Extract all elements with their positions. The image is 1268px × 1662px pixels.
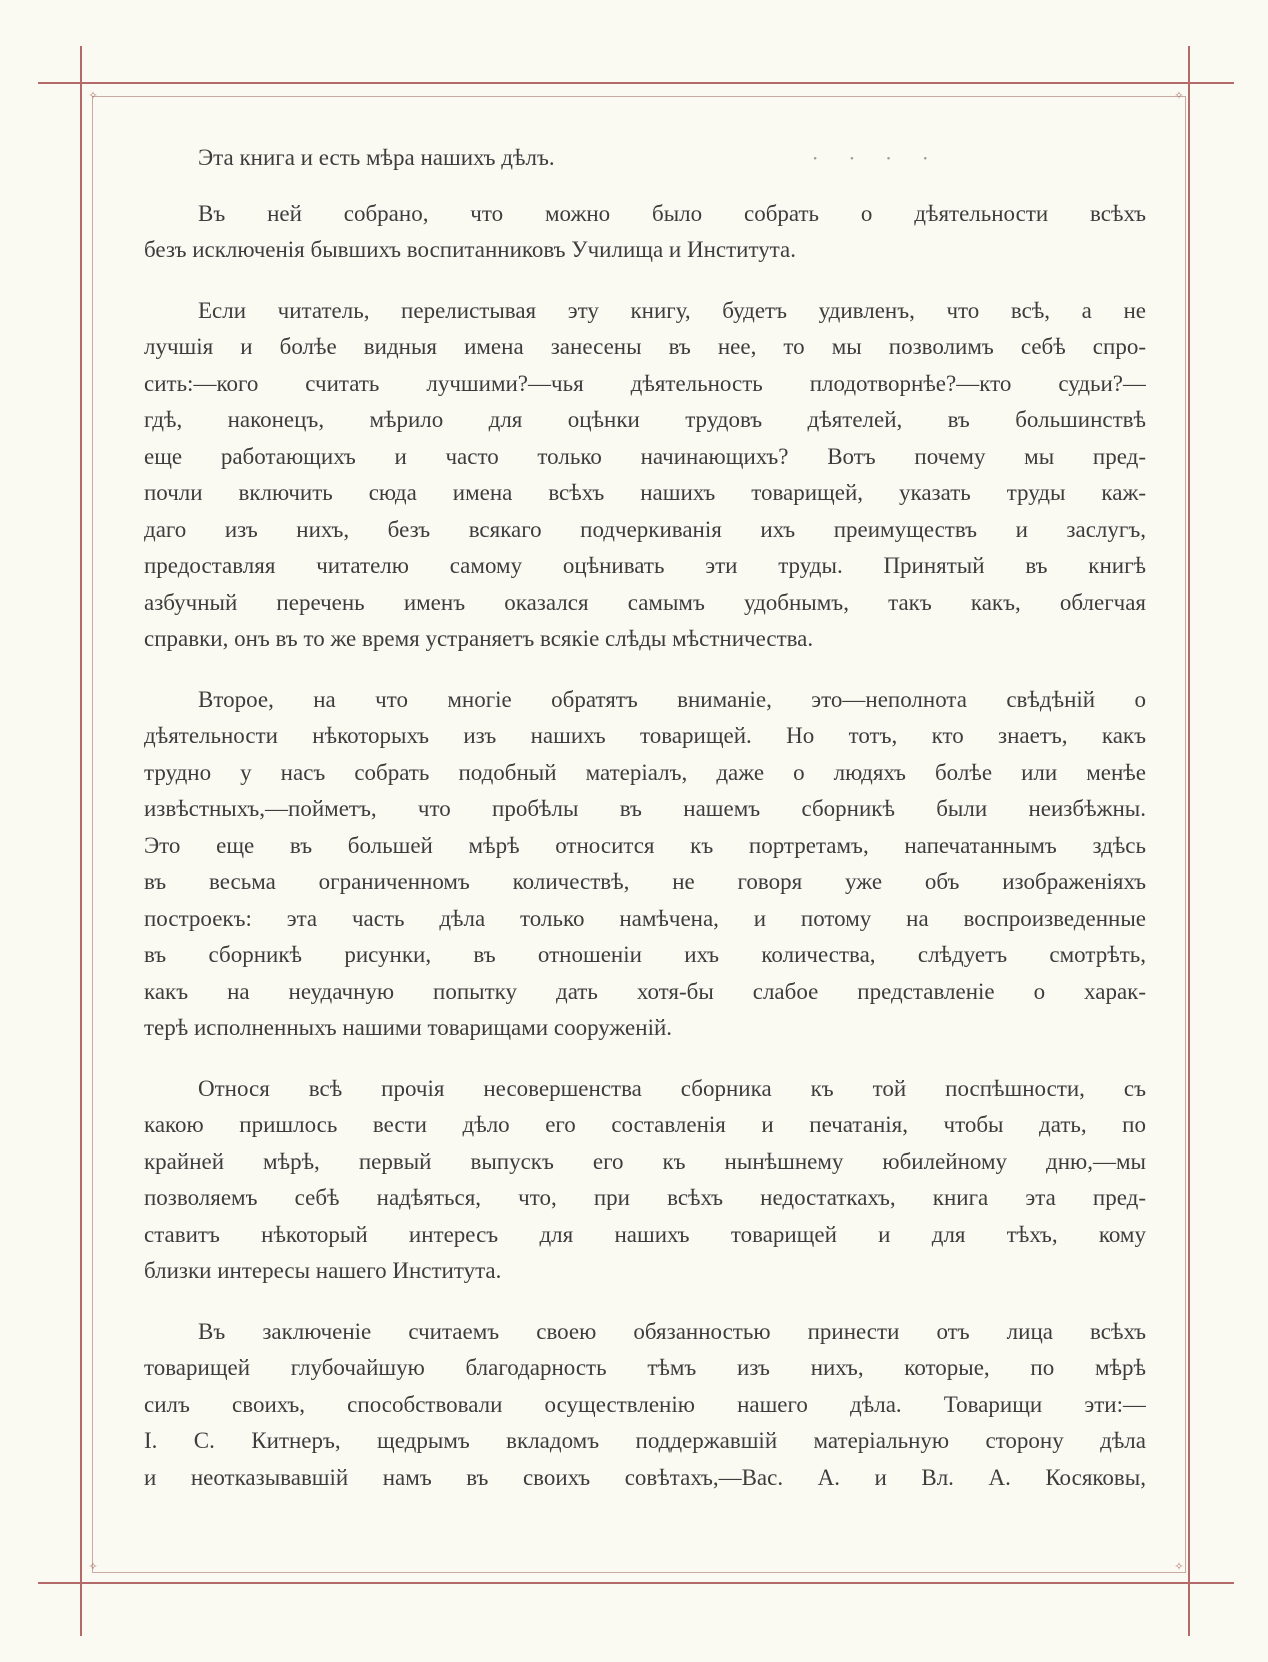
text-line: въ сборникѣ рисунки, въ отношеніи ихъ количества, слѣдуетъ смотрѣть,	[144, 942, 1146, 967]
text-line: крайней мѣрѣ, первый выпускъ его къ нынѣшнему юбилейному дню,—мы	[144, 1148, 1146, 1174]
corner-ornament-icon: ✧	[88, 89, 98, 102]
text-line: въ весьма ограниченномъ количествѣ, не говоря уже объ изображеніяхъ	[144, 869, 1146, 894]
text-line: Эта книга и есть мѣра нашихъ дѣлъ.	[198, 145, 555, 170]
paragraph-reader	[144, 293, 1146, 658]
text-line: терѣ исполненныхъ нашими товарищами сооруженій.	[144, 1015, 673, 1040]
text-line: Это еще въ большей мѣрѣ относится къ портретамъ, напечатаннымъ здѣсь	[144, 832, 1146, 858]
text-line: Относя всѣ прочія несовершенства сборника къ той поспѣшности, съ	[198, 1075, 1146, 1101]
paragraph-incompleteness	[144, 682, 1146, 1047]
text-line: товарищей глубочайшую благодарность тѣмъ изъ нихъ, которые, по мѣрѣ	[144, 1355, 1146, 1380]
text-line: еще работающихъ и часто только начинающихъ? Вотъ почему мы пред-	[144, 443, 1146, 469]
text-line: Въ заключеніе считаемъ своею обязанностью принести отъ лица всѣхъ	[198, 1318, 1146, 1344]
text-line: и неотказывавшій намъ въ своихъ совѣтахъ,—Вас. А. и Вл. А. Косяковы,	[144, 1464, 1146, 1490]
text-line: справки, онъ въ то же время устраняетъ всякіе слѣды мѣстничества.	[144, 626, 814, 651]
text-line: позволяемъ себѣ надѣяться, что, при всѣхъ недостаткахъ, книга эта пред-	[144, 1185, 1146, 1210]
border-rule-right	[1188, 46, 1190, 1636]
border-rule-left	[80, 46, 82, 1636]
text-line: ставитъ нѣкоторый интересъ для нашихъ товарищей и для тѣхъ, кому	[144, 1221, 1146, 1247]
corner-ornament-icon: ✧	[1174, 1560, 1184, 1573]
text-line: силъ своихъ, способствовали осуществленію нашего дѣла. Товарищи эти:—	[144, 1391, 1146, 1417]
page-body	[144, 140, 1146, 1496]
text-line: азбучный перечень именъ оказался самымъ удобнымъ, такъ какъ, облегчая	[144, 589, 1146, 615]
paragraph-collected	[144, 196, 1146, 269]
corner-ornament-icon: ✧	[88, 1560, 98, 1573]
text-line: какою пришлось вести дѣло его составленія и печатанія, чтобы дать, по	[144, 1112, 1146, 1137]
text-line: какъ на неудачную попытку дать хотя-бы слабое представленіе о харак-	[144, 978, 1146, 1004]
text-line: сить:—кого считать лучшими?—чья дѣятельность плодотворнѣе?—кто судьи?—	[144, 370, 1146, 396]
paragraph-gratitude	[144, 1314, 1146, 1497]
text-line: Если читатель, перелистывая эту книгу, будетъ удивленъ, что всѣ, а не	[198, 297, 1146, 323]
text-line: трудно у насъ собрать подобный матеріалъ, даже о людяхъ болѣе или менѣе	[144, 759, 1146, 785]
text-line: построекъ: эта часть дѣла только намѣчена, и потому на воспроизведенные	[144, 905, 1146, 931]
text-line: даго изъ нихъ, безъ всякаго подчеркиванія ихъ преимуществъ и заслугъ,	[144, 516, 1146, 542]
text-line: Въ ней собрано, что можно было собрать о дѣятельности всѣхъ	[198, 200, 1146, 226]
border-rule-bottom	[38, 1582, 1234, 1584]
bleed-through-dots: · · · ·	[812, 146, 941, 170]
text-line: I. С. Китнеръ, щедрымъ вкладомъ поддержавшій матеріальную сторону дѣла	[144, 1428, 1146, 1453]
text-line: лучшія и болѣе видныя имена занесены въ нее, то мы позволимъ себѣ спро-	[144, 334, 1146, 359]
text-line: гдѣ, наконецъ, мѣрило для оцѣнки трудовъ дѣятелей, въ большинствѣ	[144, 407, 1146, 432]
paragraph-intro	[144, 140, 1146, 177]
text-line: безъ исключенія бывшихъ воспитанниковъ Училища и Института.	[144, 237, 797, 262]
corner-ornament-icon: ✧	[1174, 89, 1184, 102]
text-line: предоставляя читателю самому оцѣнивать эти труды. Принятый въ книгѣ	[144, 553, 1146, 578]
text-line: почли включить сюда имена всѣхъ нашихъ товарищей, указать труды каж-	[144, 480, 1146, 505]
border-rule-top	[38, 82, 1234, 84]
text-line: дѣятельности нѣкоторыхъ изъ нашихъ товарищей. Но тотъ, кто знаетъ, какъ	[144, 723, 1146, 748]
paragraph-imperfections	[144, 1071, 1146, 1290]
text-line: Второе, на что многіе обратятъ вниманіе, это—неполнота свѣдѣній о	[198, 686, 1146, 712]
text-line: извѣстныхъ,—пойметъ, что пробѣлы въ нашемъ сборникѣ были неизбѣжны.	[144, 796, 1146, 821]
text-line: близки интересы нашего Института.	[144, 1258, 502, 1283]
